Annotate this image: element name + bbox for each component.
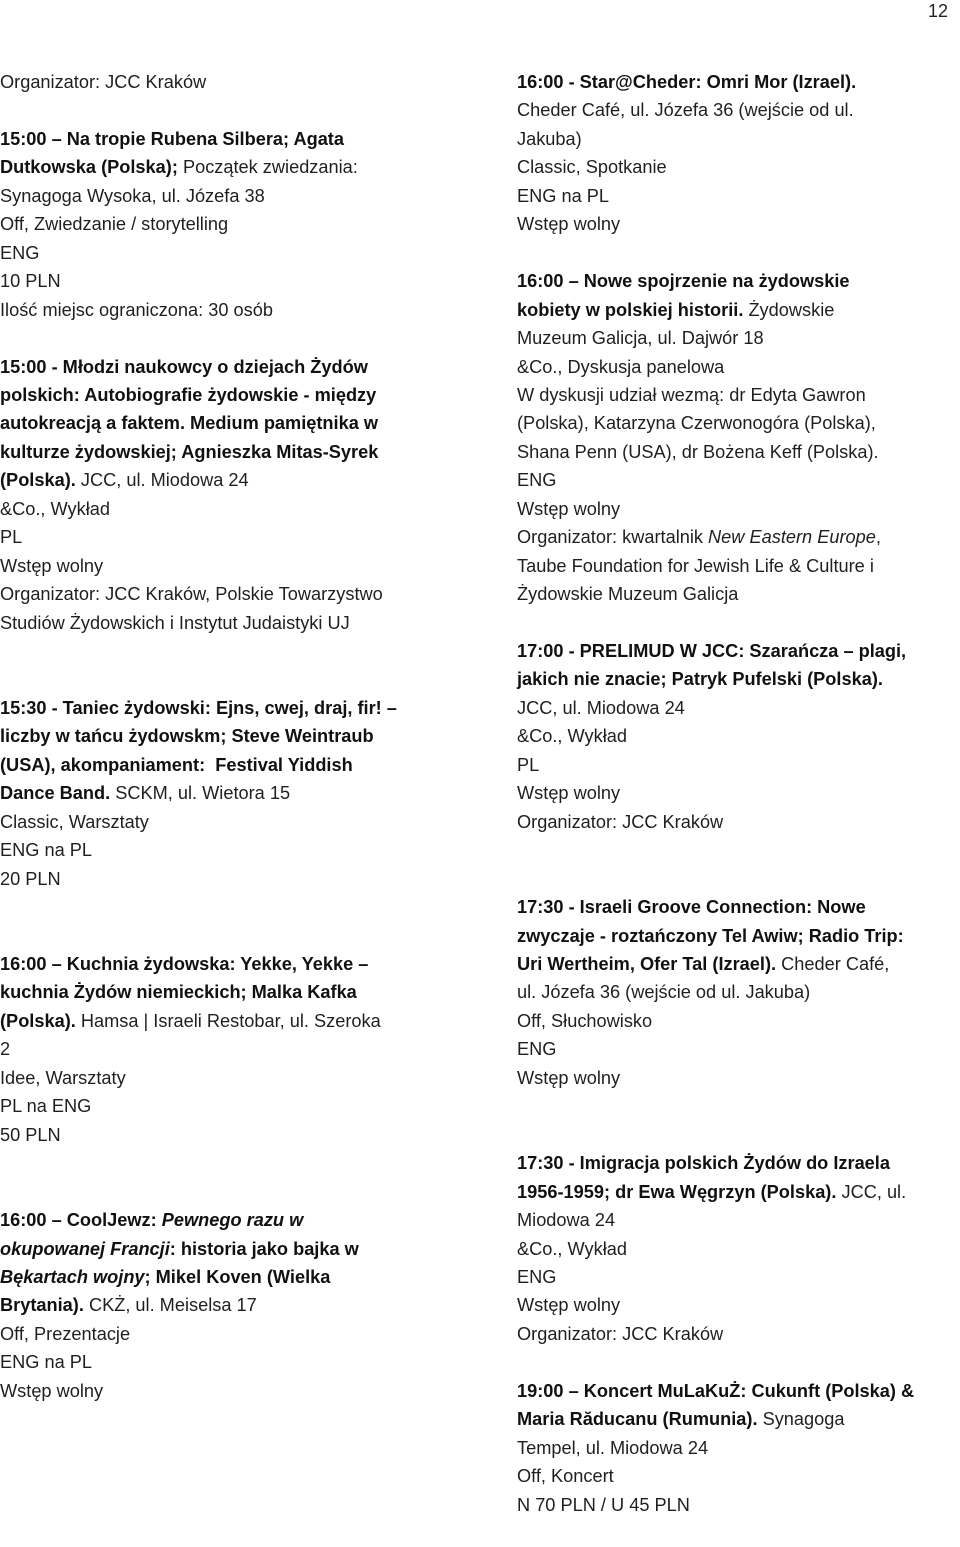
text-line [517,409,960,437]
event-entry [517,68,960,239]
text-line [0,694,470,722]
text-segment: liczby w tańcu żydowskm; Steve Weintraub [0,726,374,747]
event-entry [517,1377,960,1519]
text-segment: Uri Wertheim, Ofer Tal (Izrael). [517,954,777,974]
event-entry [0,125,470,324]
text-line [517,1320,960,1348]
text-segment: okupowanej Francji [0,1238,170,1259]
text-segment: kuchnia Żydów niemieckich; Malka Kafka [0,982,357,1003]
text-segment: ENG [517,1039,557,1060]
text-segment: Wstęp wolny [517,1295,621,1316]
text-segment: PL [517,754,540,775]
text-line [517,1462,960,1490]
text-line [0,353,470,381]
text-line [0,950,470,978]
text-line [517,1035,960,1063]
text-segment: 10 PLN [0,271,61,292]
text-line [0,580,470,608]
text-line [517,1291,960,1319]
text-segment: Organizator: JCC Kraków [0,72,207,92]
text-line [517,552,960,580]
text-segment: Wstęp wolny [517,1067,621,1088]
text-line [517,182,960,210]
text-line [517,1178,960,1206]
text-line [517,210,960,238]
event-entry [0,1206,470,1405]
text-line [0,722,470,750]
text-line [517,1007,960,1035]
text-segment: ENG na PL [0,840,92,861]
text-line [0,182,470,210]
text-segment: 1956-1959; dr Ewa Węgrzyn (Polska). [517,1181,837,1202]
text-segment: autokreacją a faktem. Medium pamiętnika w [0,413,379,434]
text-segment: JCC, ul. Miodowa 24 [517,697,685,718]
text-segment: W dyskusji udział wezmą: dr Edyta Gawron [517,384,866,405]
text-segment: Shana Penn (USA), dr Bożena Keff (Polska). [517,441,879,462]
text-segment: Organizator: kwartalnik [517,527,709,548]
text-segment: Organizator: JCC Kraków [517,811,724,832]
event-entry [517,637,960,836]
text-line [0,1291,470,1319]
text-line [0,210,470,238]
text-segment: Wstęp wolny [0,1380,104,1401]
text-line [0,267,470,295]
text-line [517,466,960,494]
text-segment: Muzeum Galicja, ul. Dajwór 18 [517,328,764,349]
text-line [517,665,960,693]
text-segment: Synagoga Wysoka, ul. Józefa 38 [0,185,265,206]
text-line [517,1263,960,1291]
text-segment: ENG [517,1266,557,1287]
text-line [0,1263,470,1291]
text-segment: CKŻ, ul. Meiselsa 17 [83,1295,257,1316]
text-segment: Taube Foundation for Jewish Life & Culture i [517,555,874,576]
text-segment: Cheder Café, [776,954,890,974]
right-column [517,68,960,1547]
text-line [517,637,960,665]
text-line [517,751,960,779]
text-line [517,324,960,352]
text-line [517,1405,960,1433]
text-segment: Pewnego razu w [161,1210,304,1231]
text-line [517,950,960,978]
text-line [517,96,960,124]
text-segment: &Co., Dyskusja panelowa [517,356,725,377]
text-segment: Synagoga [757,1409,845,1430]
text-line [517,1149,960,1177]
text-segment: 16:00 – CoolJewz: [0,1210,162,1231]
text-segment: 50 PLN [0,1124,61,1145]
text-segment: JCC, ul. [836,1181,907,1202]
left-column [0,68,470,1434]
text-segment: 16:00 – Kuchnia żydowska: Yekke, Yekke – [0,953,369,974]
text-segment: Off, Koncert [517,1466,614,1487]
event-entry [0,68,470,96]
text-line [0,1092,470,1120]
text-segment: 16:00 - Star@Cheder: Omri Mor (Izrael). [517,72,857,92]
text-line [517,1235,960,1263]
text-line [517,523,960,551]
text-segment: 15:00 – Na tropie Rubena Silbera; Agata [0,128,344,149]
text-segment: (Polska). [0,470,76,491]
text-segment: polskich: Autobiografie żydowskie - między [0,384,377,405]
text-segment: Organizator: JCC Kraków, Polskie Towarzystwo [0,584,383,605]
text-segment: 17:00 - PRELIMUD W JCC: Szarańcza – plagi, [517,641,907,662]
text-segment: 19:00 – Koncert MuLaKuŻ: Cukunft (Polska) & [517,1380,915,1401]
text-line [517,1434,960,1462]
text-line [0,836,470,864]
text-line [0,1377,470,1405]
text-line [0,751,470,779]
text-segment: &Co., Wykład [517,1238,628,1259]
text-line [0,466,470,494]
text-line [517,1491,960,1519]
text-line [517,808,960,836]
text-line [517,1377,960,1405]
text-line [0,552,470,580]
text-line [0,609,470,637]
text-segment: New Eastern Europe [708,527,876,548]
text-segment: PL na ENG [0,1096,92,1117]
text-segment: ul. Józefa 36 (wejście od ul. Jakuba) [517,982,811,1003]
text-segment: Organizator: JCC Kraków [517,1323,724,1344]
text-segment: Żydowskie [743,299,835,320]
text-segment: Studiów Żydowskich i Instytut Judaistyki UJ [0,612,350,633]
text-line [0,1235,470,1263]
text-line [517,893,960,921]
text-segment: zwyczaje - roztańczony Tel Awiw; Radio Trip: [517,925,904,946]
text-segment: Bękartach wojny [0,1266,145,1287]
text-segment: 2 [0,1039,11,1060]
text-segment: Tempel, ul. Miodowa 24 [517,1437,709,1458]
text-line [0,239,470,267]
text-segment: kobiety w polskiej historii. [517,299,744,320]
text-line [517,1206,960,1234]
text-segment: 17:30 - Imigracja polskich Żydów do Izraela [517,1153,890,1174]
text-line [0,1348,470,1376]
text-segment: Ilość miejsc ograniczona: 30 osób [0,299,273,320]
text-line [517,694,960,722]
text-segment: Jakuba) [517,128,582,149]
text-segment: (Polska). [0,1010,76,1031]
page-number: 12 [927,1,948,21]
text-segment: Brytania). [0,1295,84,1316]
text-segment: Dance Band. [0,783,111,804]
text-line [517,381,960,409]
text-segment: 16:00 – Nowe spojrzenie na żydowskie [517,271,850,292]
text-segment: Wstęp wolny [517,498,621,519]
text-line [0,381,470,409]
text-segment: Początek zwiedzania: [177,157,358,178]
text-line [517,267,960,295]
text-segment: Off, Zwiedzanie / storytelling [0,214,229,235]
text-segment: 20 PLN [0,868,61,889]
text-segment: : historia jako bajka w [169,1238,359,1259]
text-line [0,865,470,893]
text-segment: (USA), akompaniament: Festival Yiddish [0,754,353,775]
text-line [517,153,960,181]
text-line [0,779,470,807]
text-line [0,438,470,466]
text-line [0,125,470,153]
text-segment: (Polska), Katarzyna Czerwonogóra (Polska), [517,413,876,434]
text-line [0,296,470,324]
text-segment: jakich nie znacie; Patryk Pufelski (Polska). [517,669,883,690]
event-entry [0,353,470,638]
event-entry [517,893,960,1092]
event-entry [0,950,470,1149]
text-segment: Wstęp wolny [0,555,104,576]
text-segment: N 70 PLN / U 45 PLN [517,1494,690,1515]
text-segment: Miodowa 24 [517,1210,616,1231]
text-segment: SCKM, ul. Wietora 15 [110,783,291,804]
text-segment: ENG na PL [517,185,609,206]
text-segment: ENG [0,242,40,263]
text-line [517,438,960,466]
text-line [0,1206,470,1234]
text-line [0,495,470,523]
text-segment: Off, Prezentacje [0,1323,131,1344]
text-segment: Hamsa | Israeli Restobar, ul. Szeroka [75,1010,381,1031]
text-segment: Idee, Warsztaty [0,1067,126,1088]
text-line [0,808,470,836]
text-line [517,779,960,807]
text-line [517,296,960,324]
text-segment: Wstęp wolny [517,783,621,804]
text-segment: 17:30 - Israeli Groove Connection: Nowe [517,897,866,918]
text-line [0,1121,470,1149]
text-segment: Classic, Spotkanie [517,157,667,178]
text-line [0,523,470,551]
text-segment: ENG na PL [0,1352,92,1373]
text-segment: , [875,527,881,548]
text-line [0,153,470,181]
text-line [0,409,470,437]
text-line [517,1064,960,1092]
text-segment: Off, Słuchowisko [517,1010,653,1031]
text-segment: Classic, Warsztaty [0,811,149,832]
text-segment: Maria Răducanu (Rumunia). [517,1409,758,1430]
text-line [517,68,960,96]
text-line [0,1064,470,1092]
text-line [0,68,470,96]
text-segment: Dutkowska (Polska); [0,157,178,178]
event-entry [517,1149,960,1348]
text-line [517,353,960,381]
text-line [517,495,960,523]
text-segment: JCC, ul. Miodowa 24 [75,470,249,491]
text-line [0,1035,470,1063]
text-segment: Żydowskie Muzeum Galicja [517,584,739,605]
text-line [517,922,960,950]
text-line [0,1320,470,1348]
text-segment: Wstęp wolny [517,214,621,235]
text-line [517,722,960,750]
event-entry [0,694,470,893]
text-segment: Cheder Café, ul. Józefa 36 (wejście od ul. [517,100,854,121]
text-segment: &Co., Wykład [0,498,111,519]
text-segment: 15:30 - Taniec żydowski: Ejns, cwej, draj, fir! – [0,697,397,718]
text-segment: 15:00 - Młodzi naukowcy o dziejach Żydów [0,356,368,377]
text-segment: ENG [517,470,557,491]
text-segment: PL [0,527,23,548]
text-line [517,125,960,153]
text-line [517,580,960,608]
event-entry [517,267,960,608]
text-segment: &Co., Wykład [517,726,628,747]
text-segment: kulturze żydowskiej; Agnieszka Mitas-Syrek [0,441,379,462]
text-line [517,978,960,1006]
text-segment: ; Mikel Koven (Wielka [144,1266,331,1287]
text-line [0,1007,470,1035]
text-line [0,978,470,1006]
